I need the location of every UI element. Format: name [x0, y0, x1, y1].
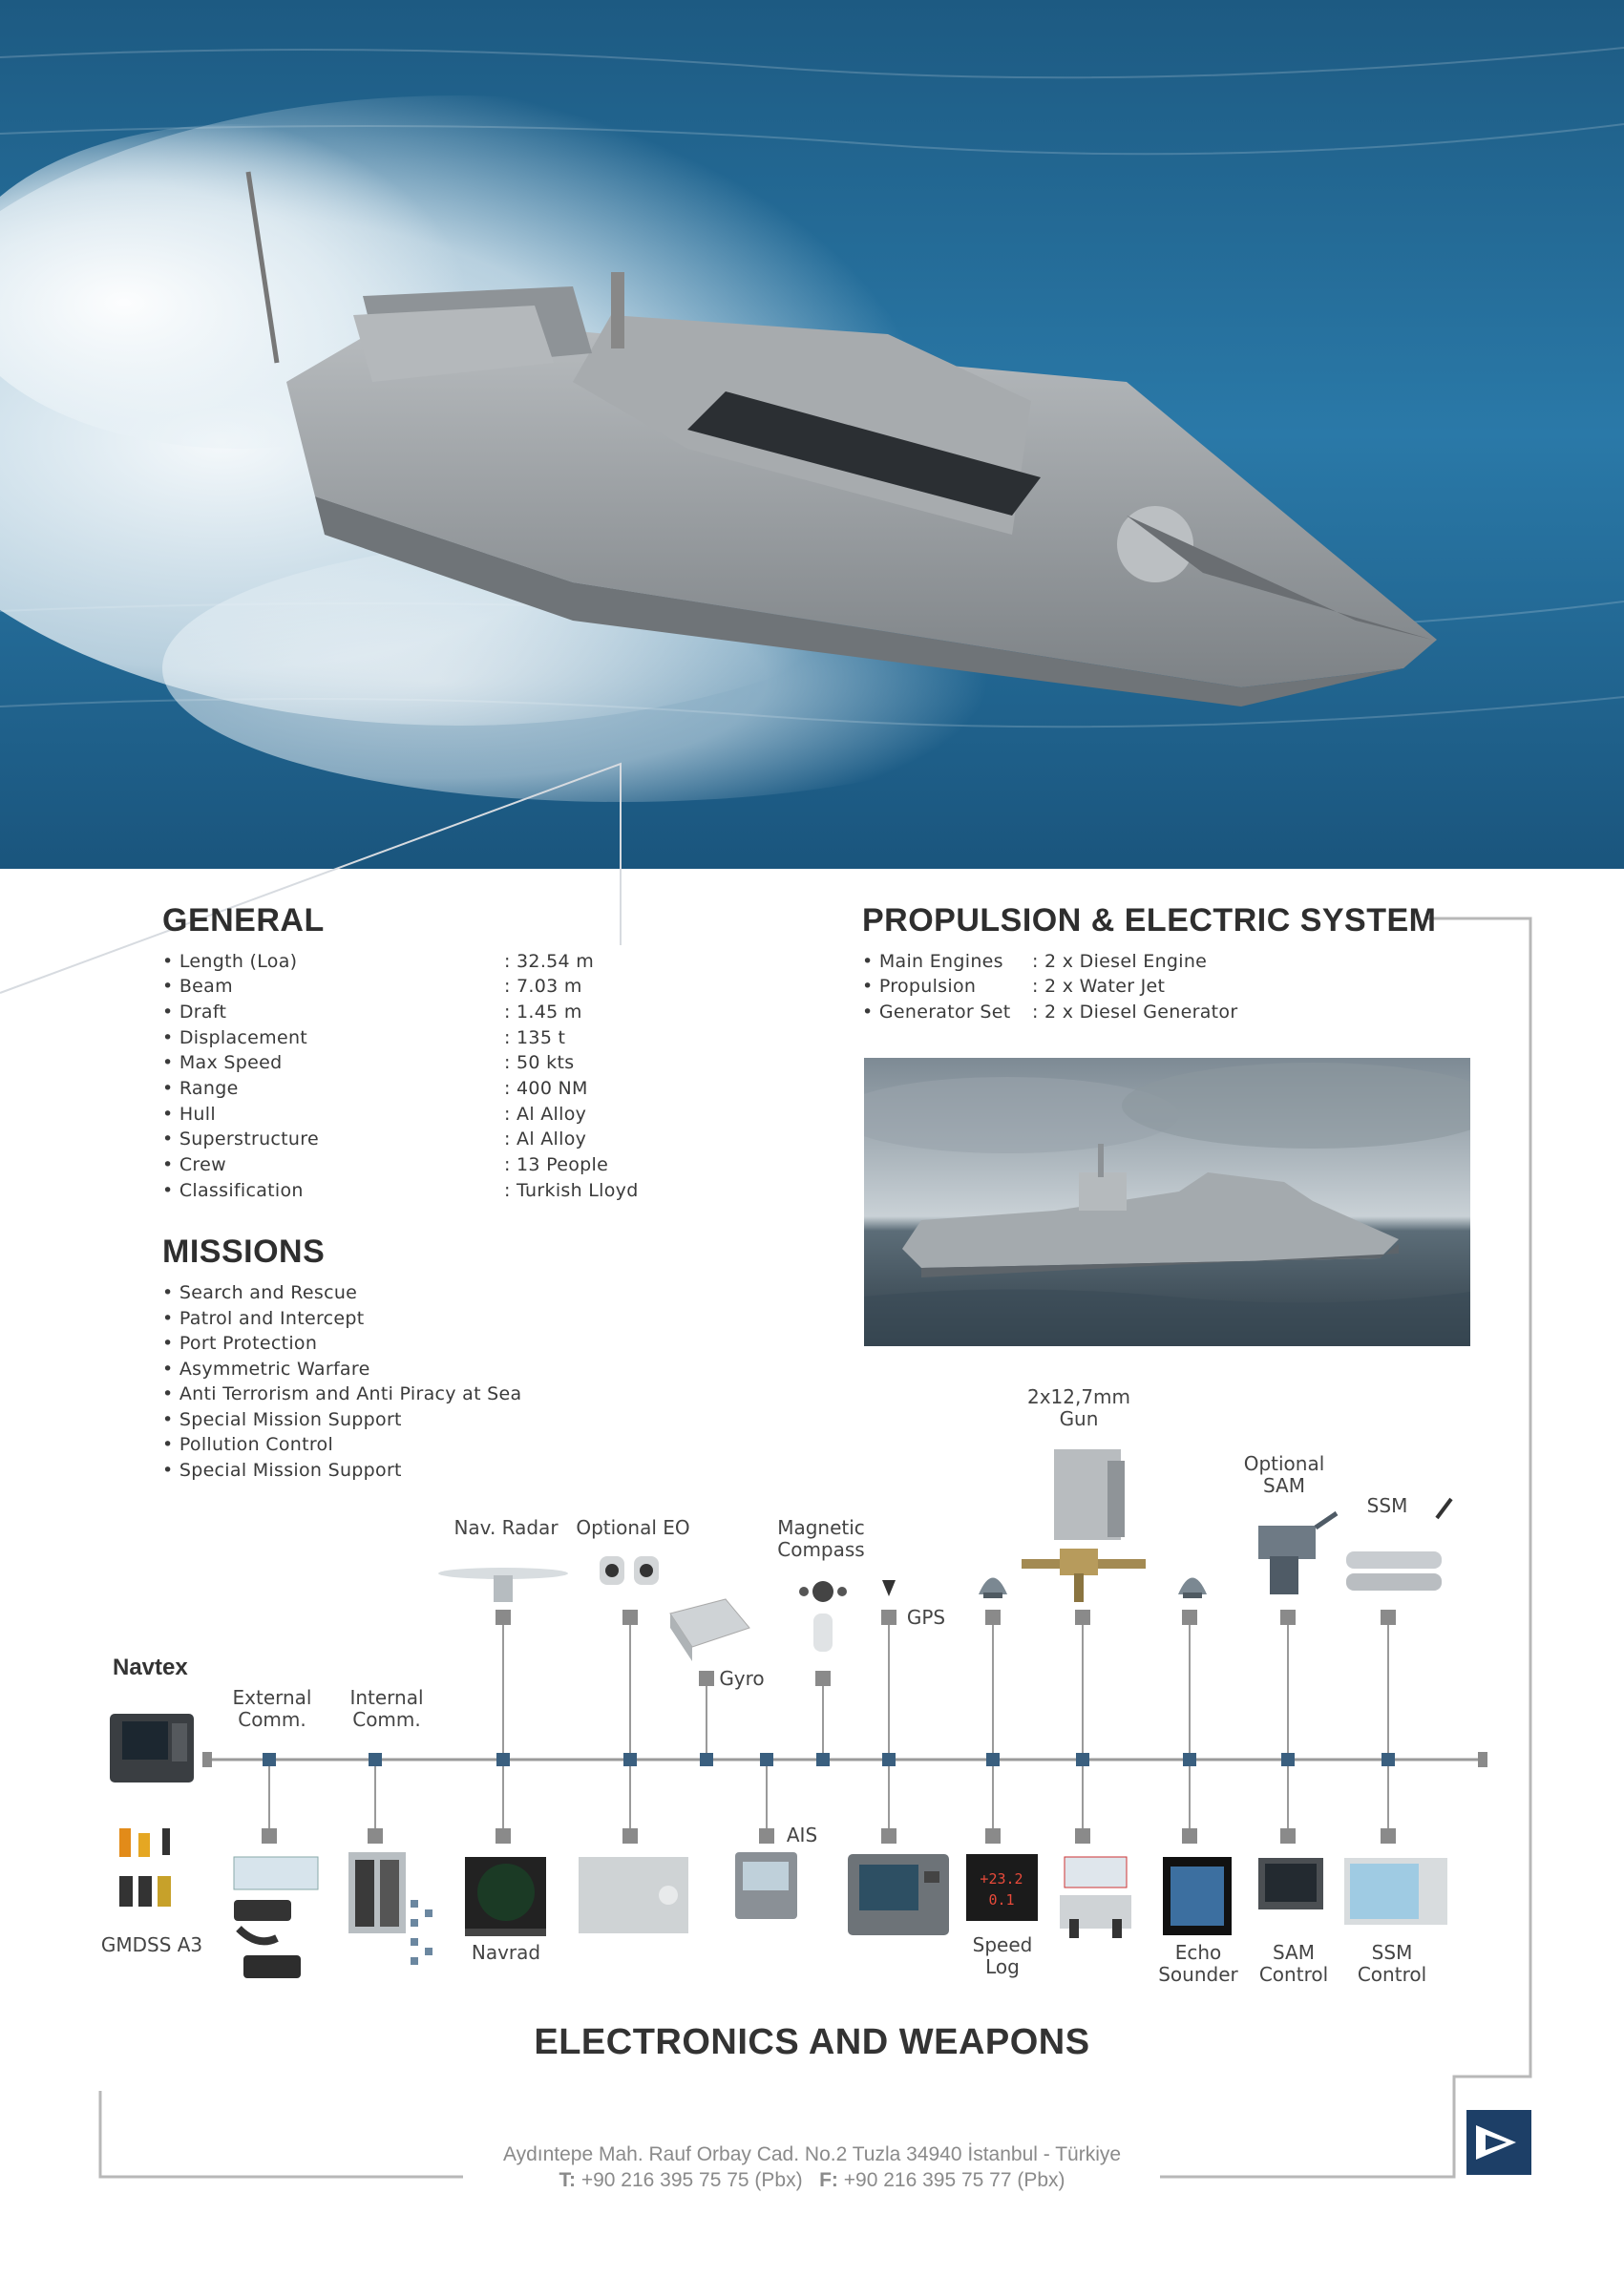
spec-value: : 32.54 m — [504, 951, 595, 972]
gun-turret-icon — [1022, 1449, 1146, 1602]
antenna-dome-icon — [979, 1578, 1007, 1599]
label-line: Gun — [1059, 1407, 1099, 1430]
footer-contact — [0, 2169, 1624, 2192]
label-line: 2x12,7mm — [1026, 1385, 1131, 1408]
label-line: Speed — [972, 1933, 1033, 1956]
label-line: Optional — [1243, 1452, 1325, 1475]
ais-device-icon — [735, 1852, 797, 1919]
spec-label: • Superstructure — [162, 1128, 319, 1150]
label-line: Echo — [1174, 1941, 1222, 1964]
mission-item: • Patrol and Intercept — [162, 1308, 365, 1329]
external-comm-device-icon — [234, 1857, 318, 1978]
missions-heading: MISSIONS — [162, 1234, 326, 1270]
spec-label: • Range — [162, 1078, 239, 1099]
navrad-label: Navrad — [471, 1941, 541, 1964]
label-line: SAM — [1272, 1941, 1315, 1964]
spec-value: : 13 People — [504, 1154, 609, 1175]
fax-number: +90 216 395 75 77 (Pbx) — [843, 2169, 1065, 2191]
spec-label: • Main Engines — [862, 951, 1003, 972]
navtex-device-icon — [110, 1714, 194, 1782]
label-line: Control — [1258, 1963, 1329, 1986]
gyro-icon — [670, 1599, 749, 1661]
spec-label: • Hull — [162, 1104, 216, 1125]
label-line: Internal — [349, 1686, 424, 1709]
label-line: Log — [985, 1955, 1020, 1978]
nav-radar-icon — [438, 1568, 568, 1602]
ssm-control-display-icon — [1344, 1858, 1447, 1925]
magnetic-compass-icon — [799, 1581, 847, 1652]
internal-comm-device-icon — [348, 1852, 432, 1965]
spec-value: : Al Alloy — [504, 1128, 587, 1150]
label-line: Sounder — [1158, 1963, 1238, 1986]
spec-value: : 2 x Diesel Engine — [1032, 951, 1208, 972]
spec-value: : 400 NM — [504, 1078, 588, 1099]
antenna-dome-icon — [1178, 1578, 1207, 1599]
gps-label: GPS — [906, 1606, 946, 1629]
echo-sounder-device-icon — [1163, 1857, 1232, 1935]
mission-item: • Pollution Control — [162, 1434, 334, 1455]
phone-label: T: — [559, 2169, 576, 2191]
nav-radar-label: Nav. Radar — [453, 1516, 559, 1539]
fax-label: F: — [819, 2169, 838, 2191]
ssm-label: SSM — [1366, 1494, 1408, 1517]
spec-label: • Generator Set — [862, 1002, 1011, 1023]
mission-item: • Special Mission Support — [162, 1460, 402, 1481]
mission-item: • Anti Terrorism and Anti Piracy at Sea — [162, 1383, 522, 1404]
optional-eo-icon — [600, 1556, 659, 1585]
gyro-label: Gyro — [719, 1667, 765, 1690]
ais-label: AIS — [786, 1824, 818, 1846]
spec-value: : 1.45 m — [504, 1002, 582, 1023]
navrad-screen-icon — [465, 1857, 546, 1936]
spec-label: • Crew — [162, 1154, 226, 1175]
spec-label: • Length (Loa) — [162, 951, 298, 972]
gmdss-radios-icon — [119, 1828, 171, 1907]
spec-label: • Classification — [162, 1180, 304, 1201]
spec-value: : 50 kts — [504, 1052, 575, 1073]
label-line: SAM — [1262, 1474, 1305, 1497]
propulsion-heading: PROPULSION & ELECTRIC SYSTEM — [862, 902, 1437, 939]
spec-value: : 2 x Diesel Generator — [1032, 1002, 1238, 1023]
gps-antenna-icon — [882, 1580, 896, 1596]
sam-launcher-icon — [1258, 1513, 1337, 1594]
label-line: Comm. — [352, 1708, 421, 1731]
label-line: Comm. — [238, 1708, 306, 1731]
phone-number: +90 216 395 75 75 (Pbx) — [580, 2169, 803, 2191]
spec-value: : 2 x Water Jet — [1032, 976, 1166, 997]
mission-item: • Special Mission Support — [162, 1409, 402, 1430]
footer-address: Aydıntepe Mah. Rauf Orbay Cad. No.2 Tuzla 34940 İstanbul - Türkiye — [502, 2143, 1122, 2165]
spec-label: • Displacement — [162, 1027, 308, 1048]
gps-display-icon — [848, 1854, 949, 1935]
ssm-launcher-icon — [1346, 1499, 1451, 1591]
spec-value: : 135 t — [504, 1027, 566, 1048]
speed-log-device-icon — [966, 1854, 1038, 1921]
spec-label: • Propulsion — [862, 976, 977, 997]
navtex-label: Navtex — [113, 1655, 188, 1680]
spec-value: : Al Alloy — [504, 1104, 587, 1125]
mission-item: • Search and Rescue — [162, 1282, 358, 1303]
mission-item: • Port Protection — [162, 1333, 318, 1354]
spec-value: : 7.03 m — [504, 976, 582, 997]
company-logo — [1466, 2110, 1531, 2175]
general-heading: GENERAL — [162, 902, 325, 939]
label-line: Compass — [777, 1538, 865, 1561]
mission-item: • Asymmetric Warfare — [162, 1359, 370, 1380]
sam-control-display-icon — [1258, 1858, 1323, 1909]
label-line: External — [232, 1686, 312, 1709]
speed-reading: +23.2 — [980, 1870, 1023, 1888]
label-line: Control — [1357, 1963, 1427, 1986]
gmdss-label: GMDSS A3 — [100, 1933, 203, 1956]
spec-label: • Draft — [162, 1002, 227, 1023]
weapon-control-panel-icon — [1060, 1857, 1131, 1938]
spec-label: • Beam — [162, 976, 233, 997]
electronics-weapons-heading: ELECTRONICS AND WEAPONS — [534, 2022, 1090, 2062]
label-line: Magnetic — [777, 1516, 865, 1539]
spec-label: • Max Speed — [162, 1052, 283, 1073]
spec-value: : Turkish Lloyd — [504, 1180, 639, 1201]
optional-eo-label: Optional EO — [576, 1516, 690, 1539]
label-line: SSM — [1371, 1941, 1413, 1964]
speed-reading: 0.1 — [988, 1891, 1015, 1909]
eo-display-icon — [579, 1857, 688, 1933]
